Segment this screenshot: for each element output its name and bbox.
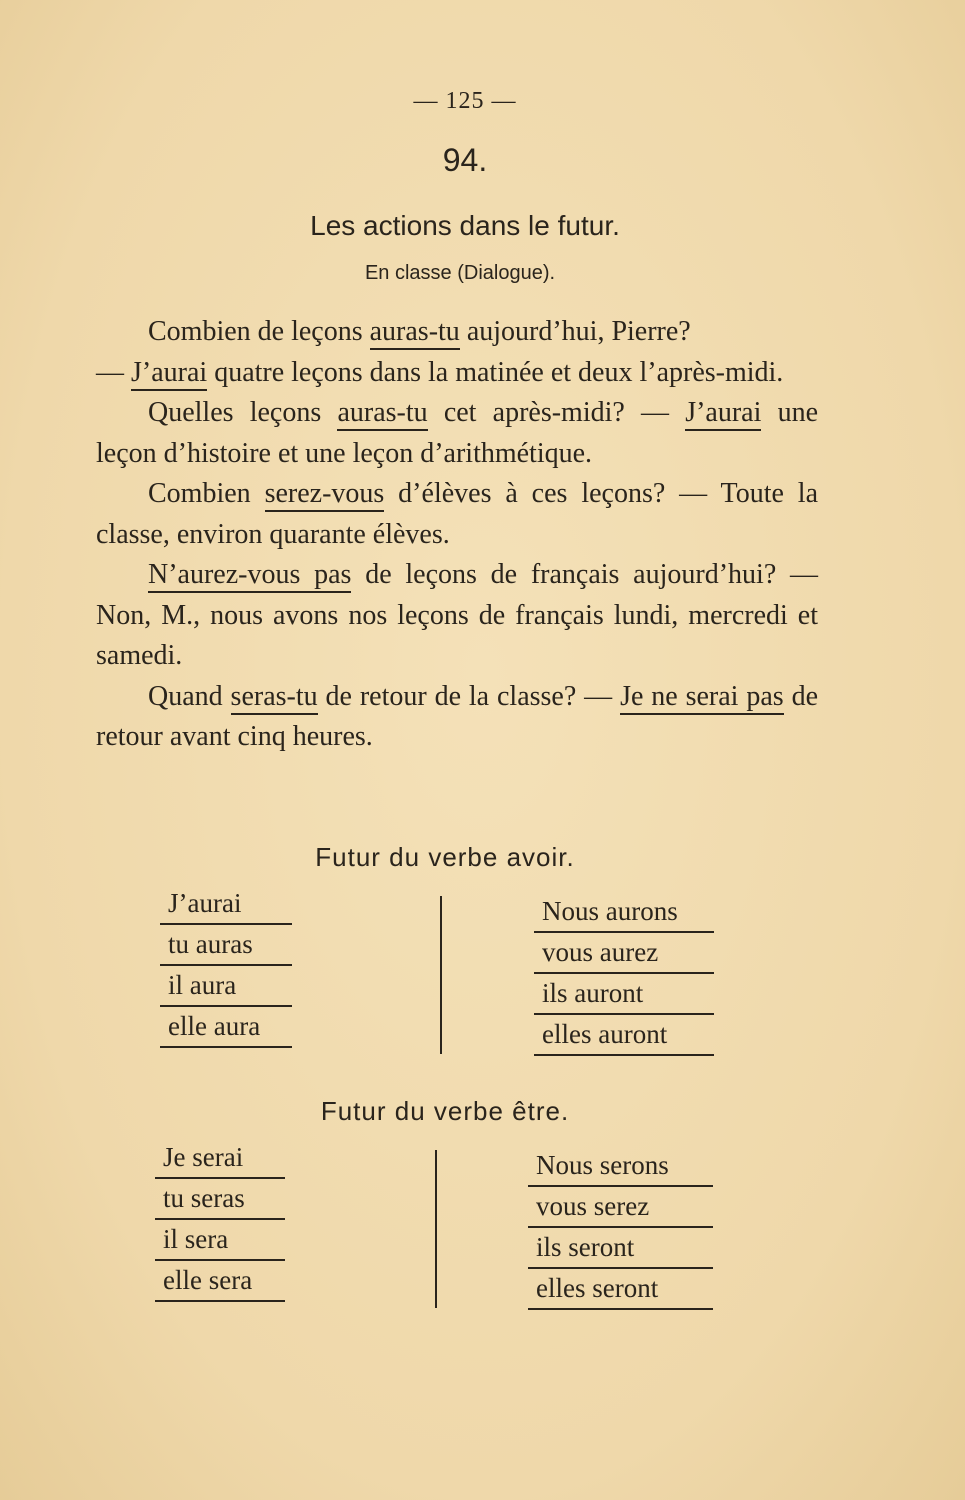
etre-heading: Futur du verbe être. [320,1096,570,1126]
dialogue-paragraph [96,677,818,758]
text-run: quatre leçons dans la matinée et deux l’après-midi. [207,356,784,388]
lesson-title: Les actions dans le futur. [310,210,620,241]
column-divider [435,1150,437,1308]
text-run: de leçons de français aujourd’hui? — Non, M., nous avons nos leçons de français lundi, mercredi et samedi. [96,559,818,671]
conjugation-form: vous aurez [534,933,714,974]
etre-singular-column [155,1138,285,1302]
text-run: Quand [148,680,231,712]
underlined-verb: Je ne serai pas [620,681,784,715]
conjugation-form: vous serez [528,1187,713,1228]
dialogue-paragraph [96,555,818,677]
text-run: Combien [148,478,265,509]
dialogue-paragraph [96,353,818,394]
page-number: — 125 — [413,88,517,114]
text-run: d’élèves à ces leçons? — Toute la classe, environ quarante élèves. [96,478,818,550]
conjugation-form: il sera [155,1220,285,1261]
lesson-subtitle: En classe (Dialogue). [364,262,556,284]
underlined-verb: seras-tu [231,681,318,715]
conjugation-form: ils auront [534,974,714,1015]
text-run: de retour avant cinq heures. [96,680,818,752]
conjugation-form: elle sera [155,1261,285,1302]
column-divider [440,896,442,1054]
avoir-plural-column [534,892,714,1056]
conjugation-form: ils seront [528,1228,713,1269]
dialogue-text [96,312,818,758]
underlined-verb: serez-vous [265,478,385,512]
lesson-number: 94. [442,142,488,178]
underlined-verb: N’aurez-vous pas [148,559,351,593]
dialogue-paragraph [96,312,818,353]
avoir-singular-column [160,884,292,1048]
text-run: Combien de leçons [148,316,370,347]
text-run: une leçon d’histoire et une leçon d’arithmétique. [96,397,818,469]
conjugation-form: elle aura [160,1007,292,1048]
underlined-verb: auras-tu [337,397,427,431]
dialogue-paragraph [96,393,818,474]
avoir-heading: Futur du verbe avoir. [315,842,575,872]
underlined-verb: J’aurai [685,397,761,431]
conjugation-form: il aura [160,966,292,1007]
conjugation-form: elles seront [528,1269,713,1310]
text-run: aujourd’hui, Pierre? [459,316,691,347]
text-run: Quelles leçons [148,397,338,428]
etre-plural-column [528,1146,713,1310]
conjugation-form: tu auras [160,925,292,966]
conjugation-form: Nous aurons [534,892,714,933]
dialogue-paragraph [96,474,818,555]
text-run: — [96,356,131,388]
conjugation-form: Nous serons [528,1146,713,1187]
underlined-verb: auras-tu [370,316,460,350]
text-run: de retour de la classe? — [317,680,621,712]
conjugation-form: Je serai [155,1138,285,1179]
conjugation-form: tu seras [155,1179,285,1220]
conjugation-form: elles auront [534,1015,714,1056]
text-run: cet après-midi? — [427,397,686,428]
conjugation-form: J’aurai [160,884,292,925]
underlined-verb: J’aurai [131,357,207,391]
